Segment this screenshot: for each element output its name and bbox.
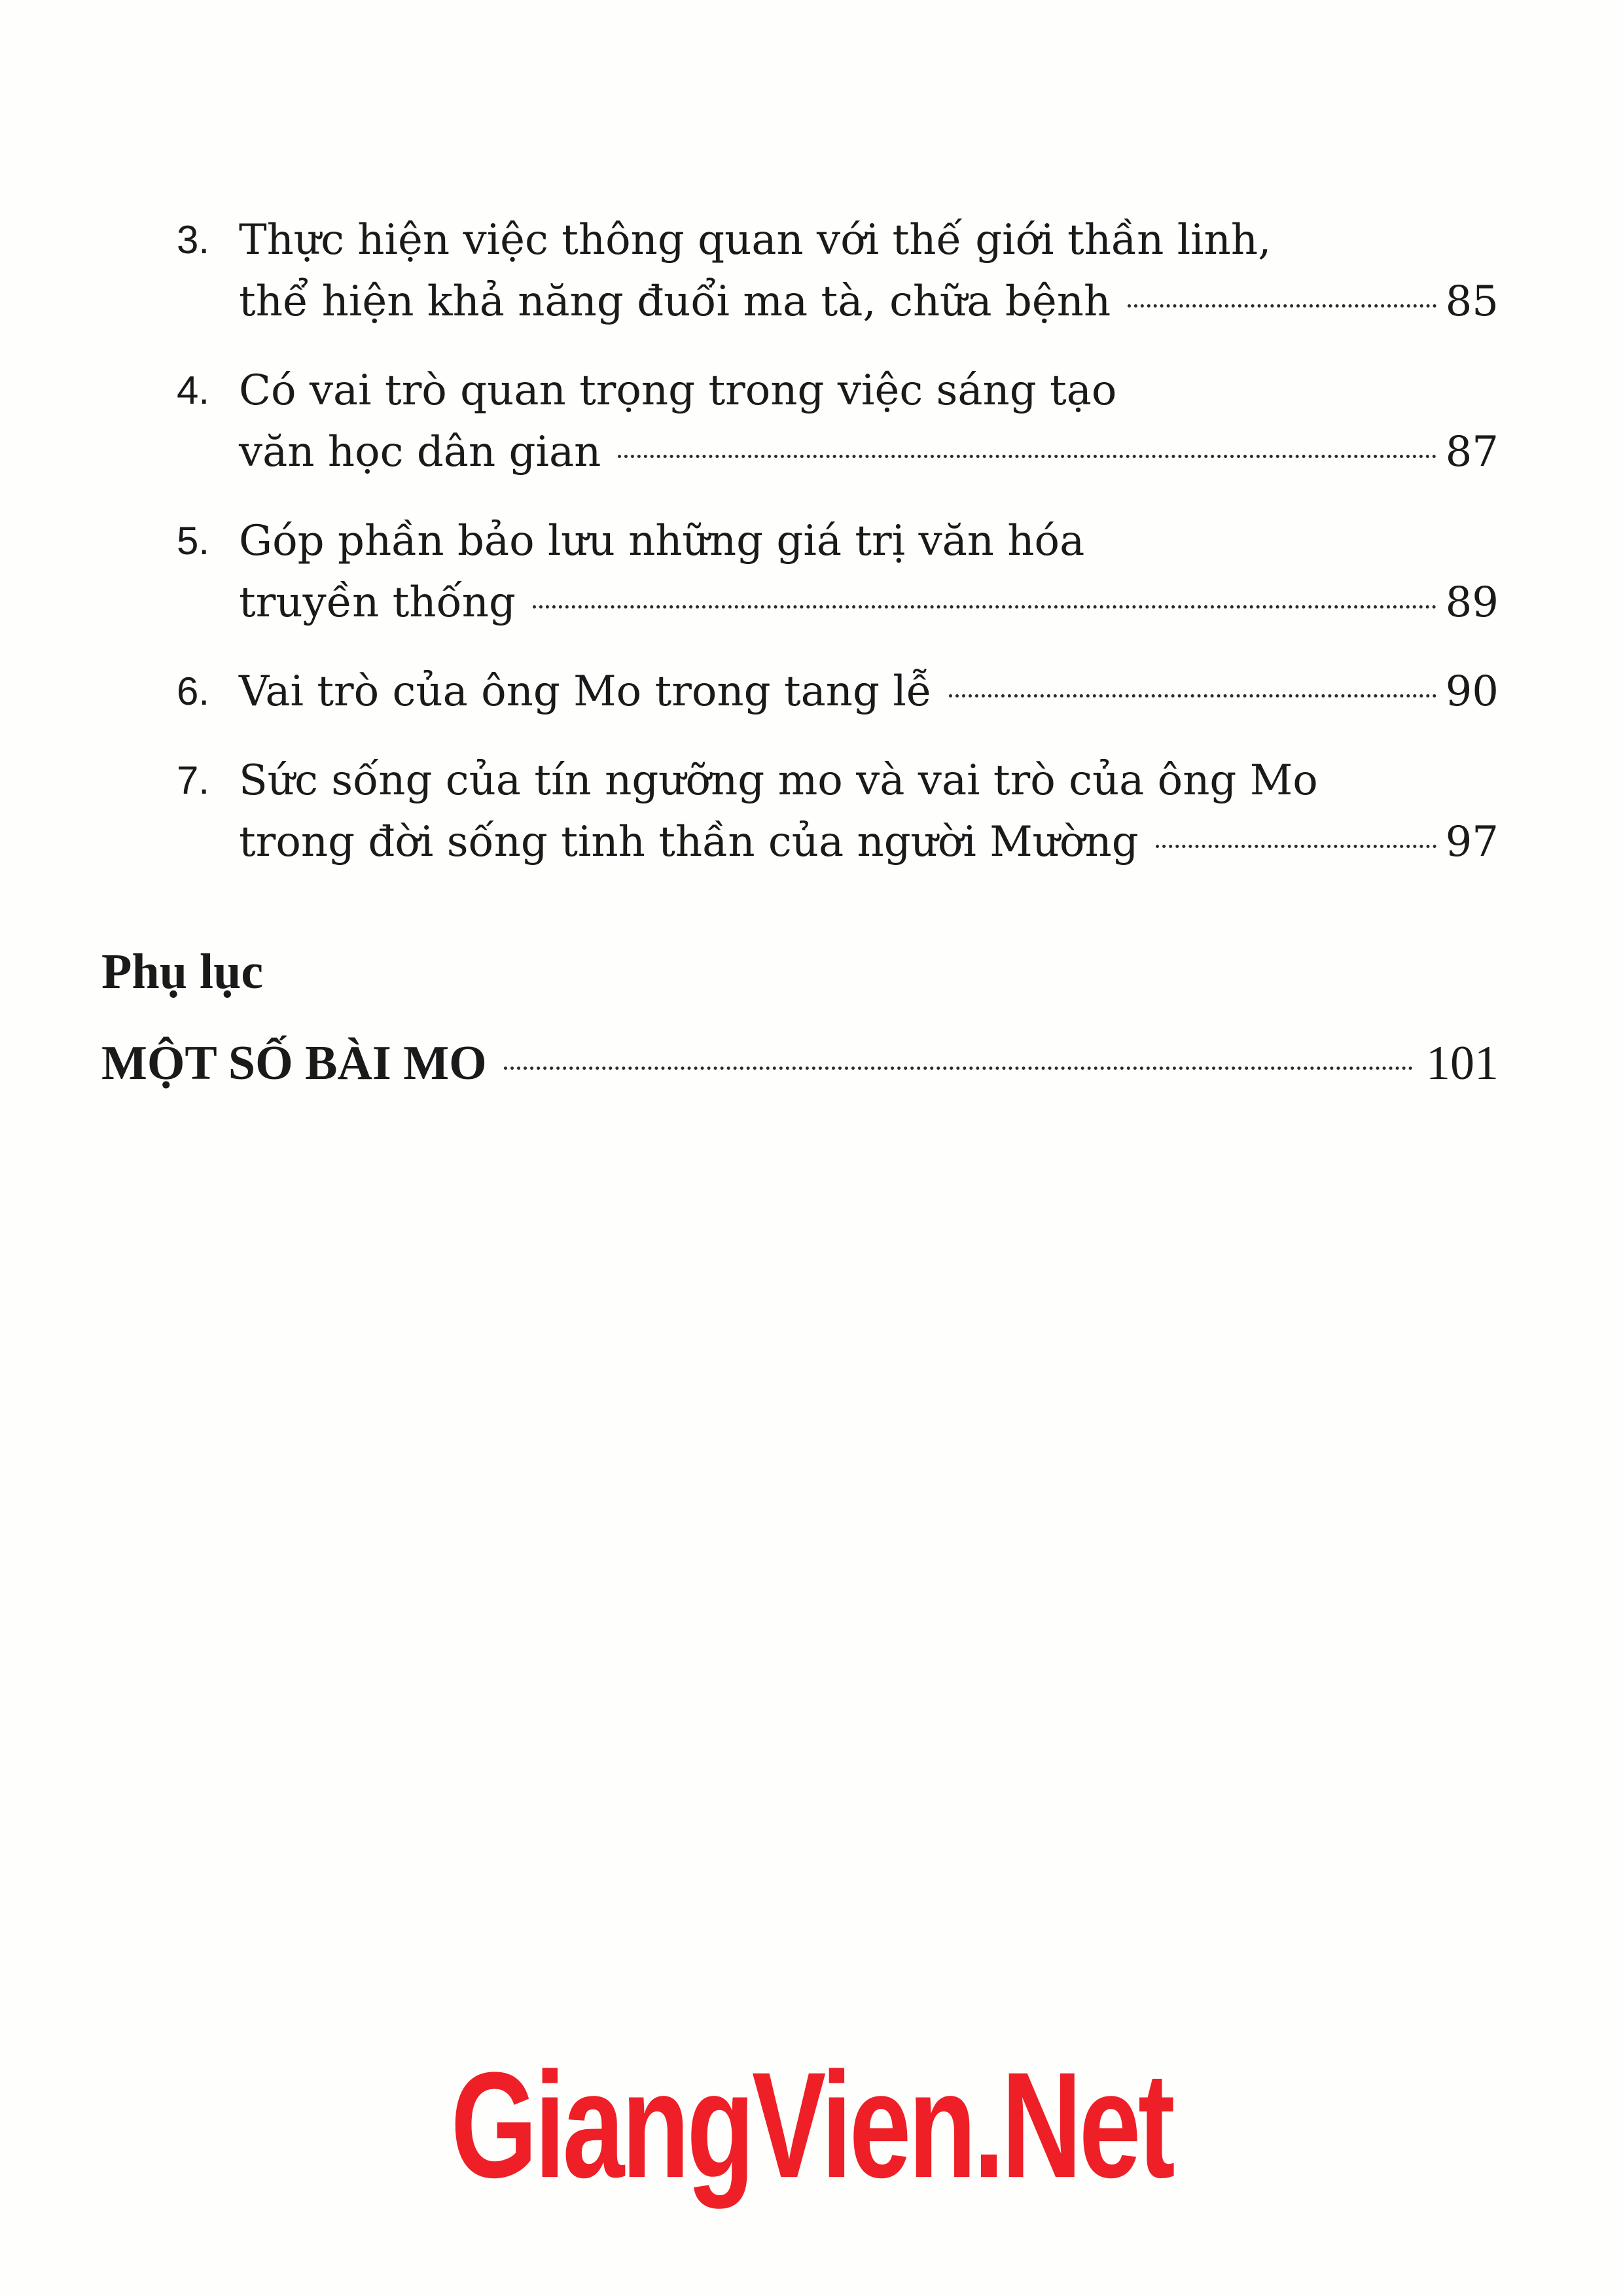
toc-entry-6 [177, 661, 1499, 722]
entry-number: 4. [177, 368, 210, 412]
toc-entry-3 [177, 209, 1499, 332]
entry-title-line1: Vai trò của ông Mo trong tang lễ [239, 667, 933, 716]
entry-title-line1: Sức sống của tín ngưỡng mo và vai trò của ông Mo [239, 756, 1318, 805]
entry-line [239, 750, 1499, 811]
entry-number: 3. [177, 218, 210, 262]
appendix-title: Phụ lục [101, 944, 264, 999]
page-number: 90 [1445, 667, 1499, 716]
entry-title-line2: văn học dân gian [239, 428, 601, 476]
page-number: 101 [1426, 1036, 1499, 1090]
entry-line [239, 661, 1499, 722]
dot-leader [949, 694, 1436, 698]
dot-leader [1128, 304, 1436, 308]
entry-number: 7. [177, 758, 210, 802]
toc-entry-4 [177, 360, 1499, 483]
appendix-entry [101, 1027, 1499, 1099]
entry-title-line1: Có vai trò quan trọng trong việc sáng tạo [239, 366, 1117, 415]
dot-leader [504, 1067, 1413, 1070]
entry-line [239, 510, 1499, 572]
entry-number: 6. [177, 669, 210, 713]
page-number: 85 [1445, 277, 1499, 326]
entry-title-line2: thể hiện khả năng đuổi ma tà, chữa bệnh [239, 277, 1111, 326]
entry-number: 5. [177, 519, 210, 563]
dot-leader [1156, 845, 1436, 848]
dot-leader [618, 455, 1436, 458]
entry-line [239, 271, 1499, 332]
appendix-entry-label: MỘT SỐ BÀI MO [101, 1036, 487, 1090]
entry-title-line1: Góp phần bảo lưu những giá trị văn hóa [239, 517, 1085, 565]
table-of-contents [177, 209, 1499, 900]
page-number: 89 [1445, 578, 1499, 627]
entry-line [239, 209, 1499, 271]
entry-line [239, 572, 1499, 633]
entry-line [239, 421, 1499, 483]
toc-entry-7 [177, 750, 1499, 873]
entry-title-line1: Thực hiện việc thông quan với thế giới thần linh, [239, 216, 1272, 264]
dot-leader [533, 605, 1436, 609]
entry-line [239, 811, 1499, 873]
entry-title-line2: truyền thống [239, 578, 516, 627]
page-number: 87 [1445, 428, 1499, 476]
watermark-logo: GiangVien.Net [450, 2041, 1173, 2209]
page-number: 97 [1445, 818, 1499, 866]
entry-line [239, 360, 1499, 421]
entry-title-line2: trong đời sống tinh thần của người Mường [239, 818, 1139, 866]
appendix-section [101, 936, 1499, 1099]
toc-entry-5 [177, 510, 1499, 633]
